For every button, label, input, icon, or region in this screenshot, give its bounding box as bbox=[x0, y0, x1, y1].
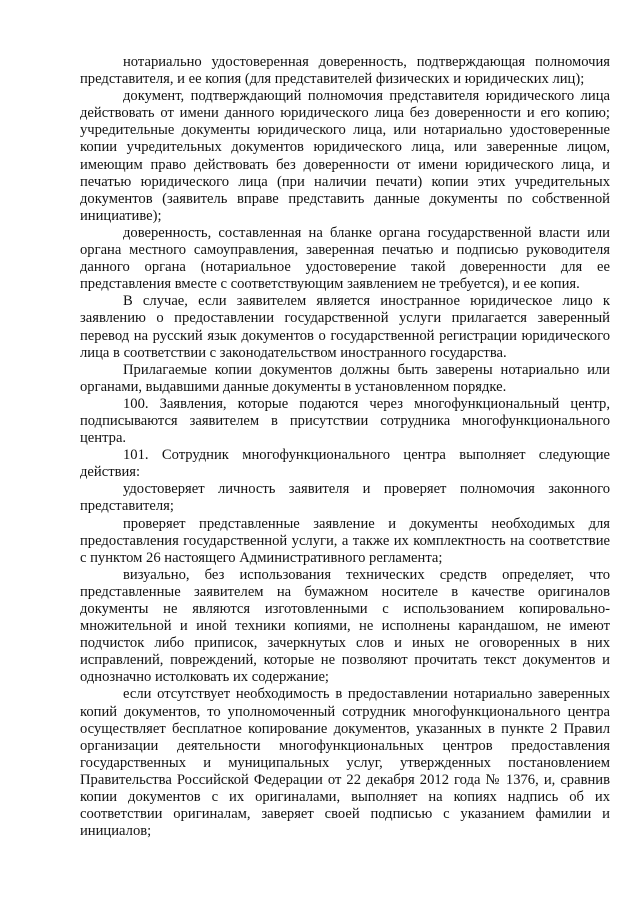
document-page bbox=[80, 54, 610, 840]
paragraph-document-check: проверяет представленные заявление и документы необходимых для предоставления государственной услуги, а также их комплектность на соответствие с пунктом 26 настоящего Административного регламента; bbox=[80, 515, 610, 566]
paragraph-visual-check: визуально, без использования технических средств определяет, что представленные заявителем на бумажном носителе в качестве оригиналов документы не являются изготовленными с использованием копировально-множительной и иной техники копиями, не исполнены карандашом, не имеют подчисток либо приписок, зачеркнутых слов и иных не оговоренных в них исправлений, повреждений, которые не позволяют прочитать текст документов и однозначно истолковать их содержание; bbox=[80, 566, 610, 686]
paragraph-foreign-legal-entity: В случае, если заявителем является иностранное юридическое лицо к заявлению о предоставлении государственной услуги прилагается заверенный перевод на русский язык документов о государственной регистрации юридического лица в соответствии с законодательством иностранного государства. bbox=[80, 293, 610, 361]
paragraph-clause-100: 100. Заявления, которые подаются через многофункциональный центр, подписываются заявителем в присутствии сотрудника многофункционального центра. bbox=[80, 395, 610, 447]
paragraph-legal-entity-authority-document: документ, подтверждающий полномочия представителя юридического лица действовать от имени данного юридического лица без доверенности и его копию; учредительные документы юридического лица, или нотариально удостоверенные копии учредительных документов юридического лица, или заверенные лицом, имеющим право действовать без доверенности от имени юридического лица, и печатью юридического лица (при наличии печати) копии этих учредительных документов (заявитель вправе представить данные документы по собственной инициативе); bbox=[80, 88, 610, 224]
paragraph-clause-101: 101. Сотрудник многофункционального центра выполняет следующие действия: bbox=[80, 447, 610, 481]
paragraph-notarized-power-of-attorney: нотариально удостоверенная доверенность, подтверждающая полномочия представителя, и ее копия (для представителей физических и юридических лиц); bbox=[80, 54, 610, 88]
paragraph-identity-check: удостоверяет личность заявителя и проверяет полномочия законного представителя; bbox=[80, 481, 610, 515]
paragraph-certified-copies: Прилагаемые копии документов должны быть заверены нотариально или органами, выдавшими данные документы в установленном порядке. bbox=[80, 361, 610, 395]
paragraph-free-copying: если отсутствует необходимость в предоставлении нотариально заверенных копий документов, то уполномоченный сотрудник многофункционального центра осуществляет бесплатное копирование документов, указанных в пункте 2 Правил организации деятельности многофункциональных центров предоставления государственных и муниципальных услуг, утвержденных постановлением Правительства Российской Федерации от 22 декабря 2012 года № 1376, и, сравнив копии документов с их оригиналами, выполняет на копиях надпись об их соответствии оригиналам, заверяет своей подписью с указанием фамилии и инициалов; bbox=[80, 686, 610, 840]
paragraph-state-body-power-of-attorney: доверенность, составленная на бланке органа государственной власти или органа местного самоуправления, заверенная печатью и подписью руководителя данного органа (нотариальное удостоверение такой доверенности для ее представления вместе с соответствующим заявлением не требуется), и ее копия. bbox=[80, 224, 610, 293]
